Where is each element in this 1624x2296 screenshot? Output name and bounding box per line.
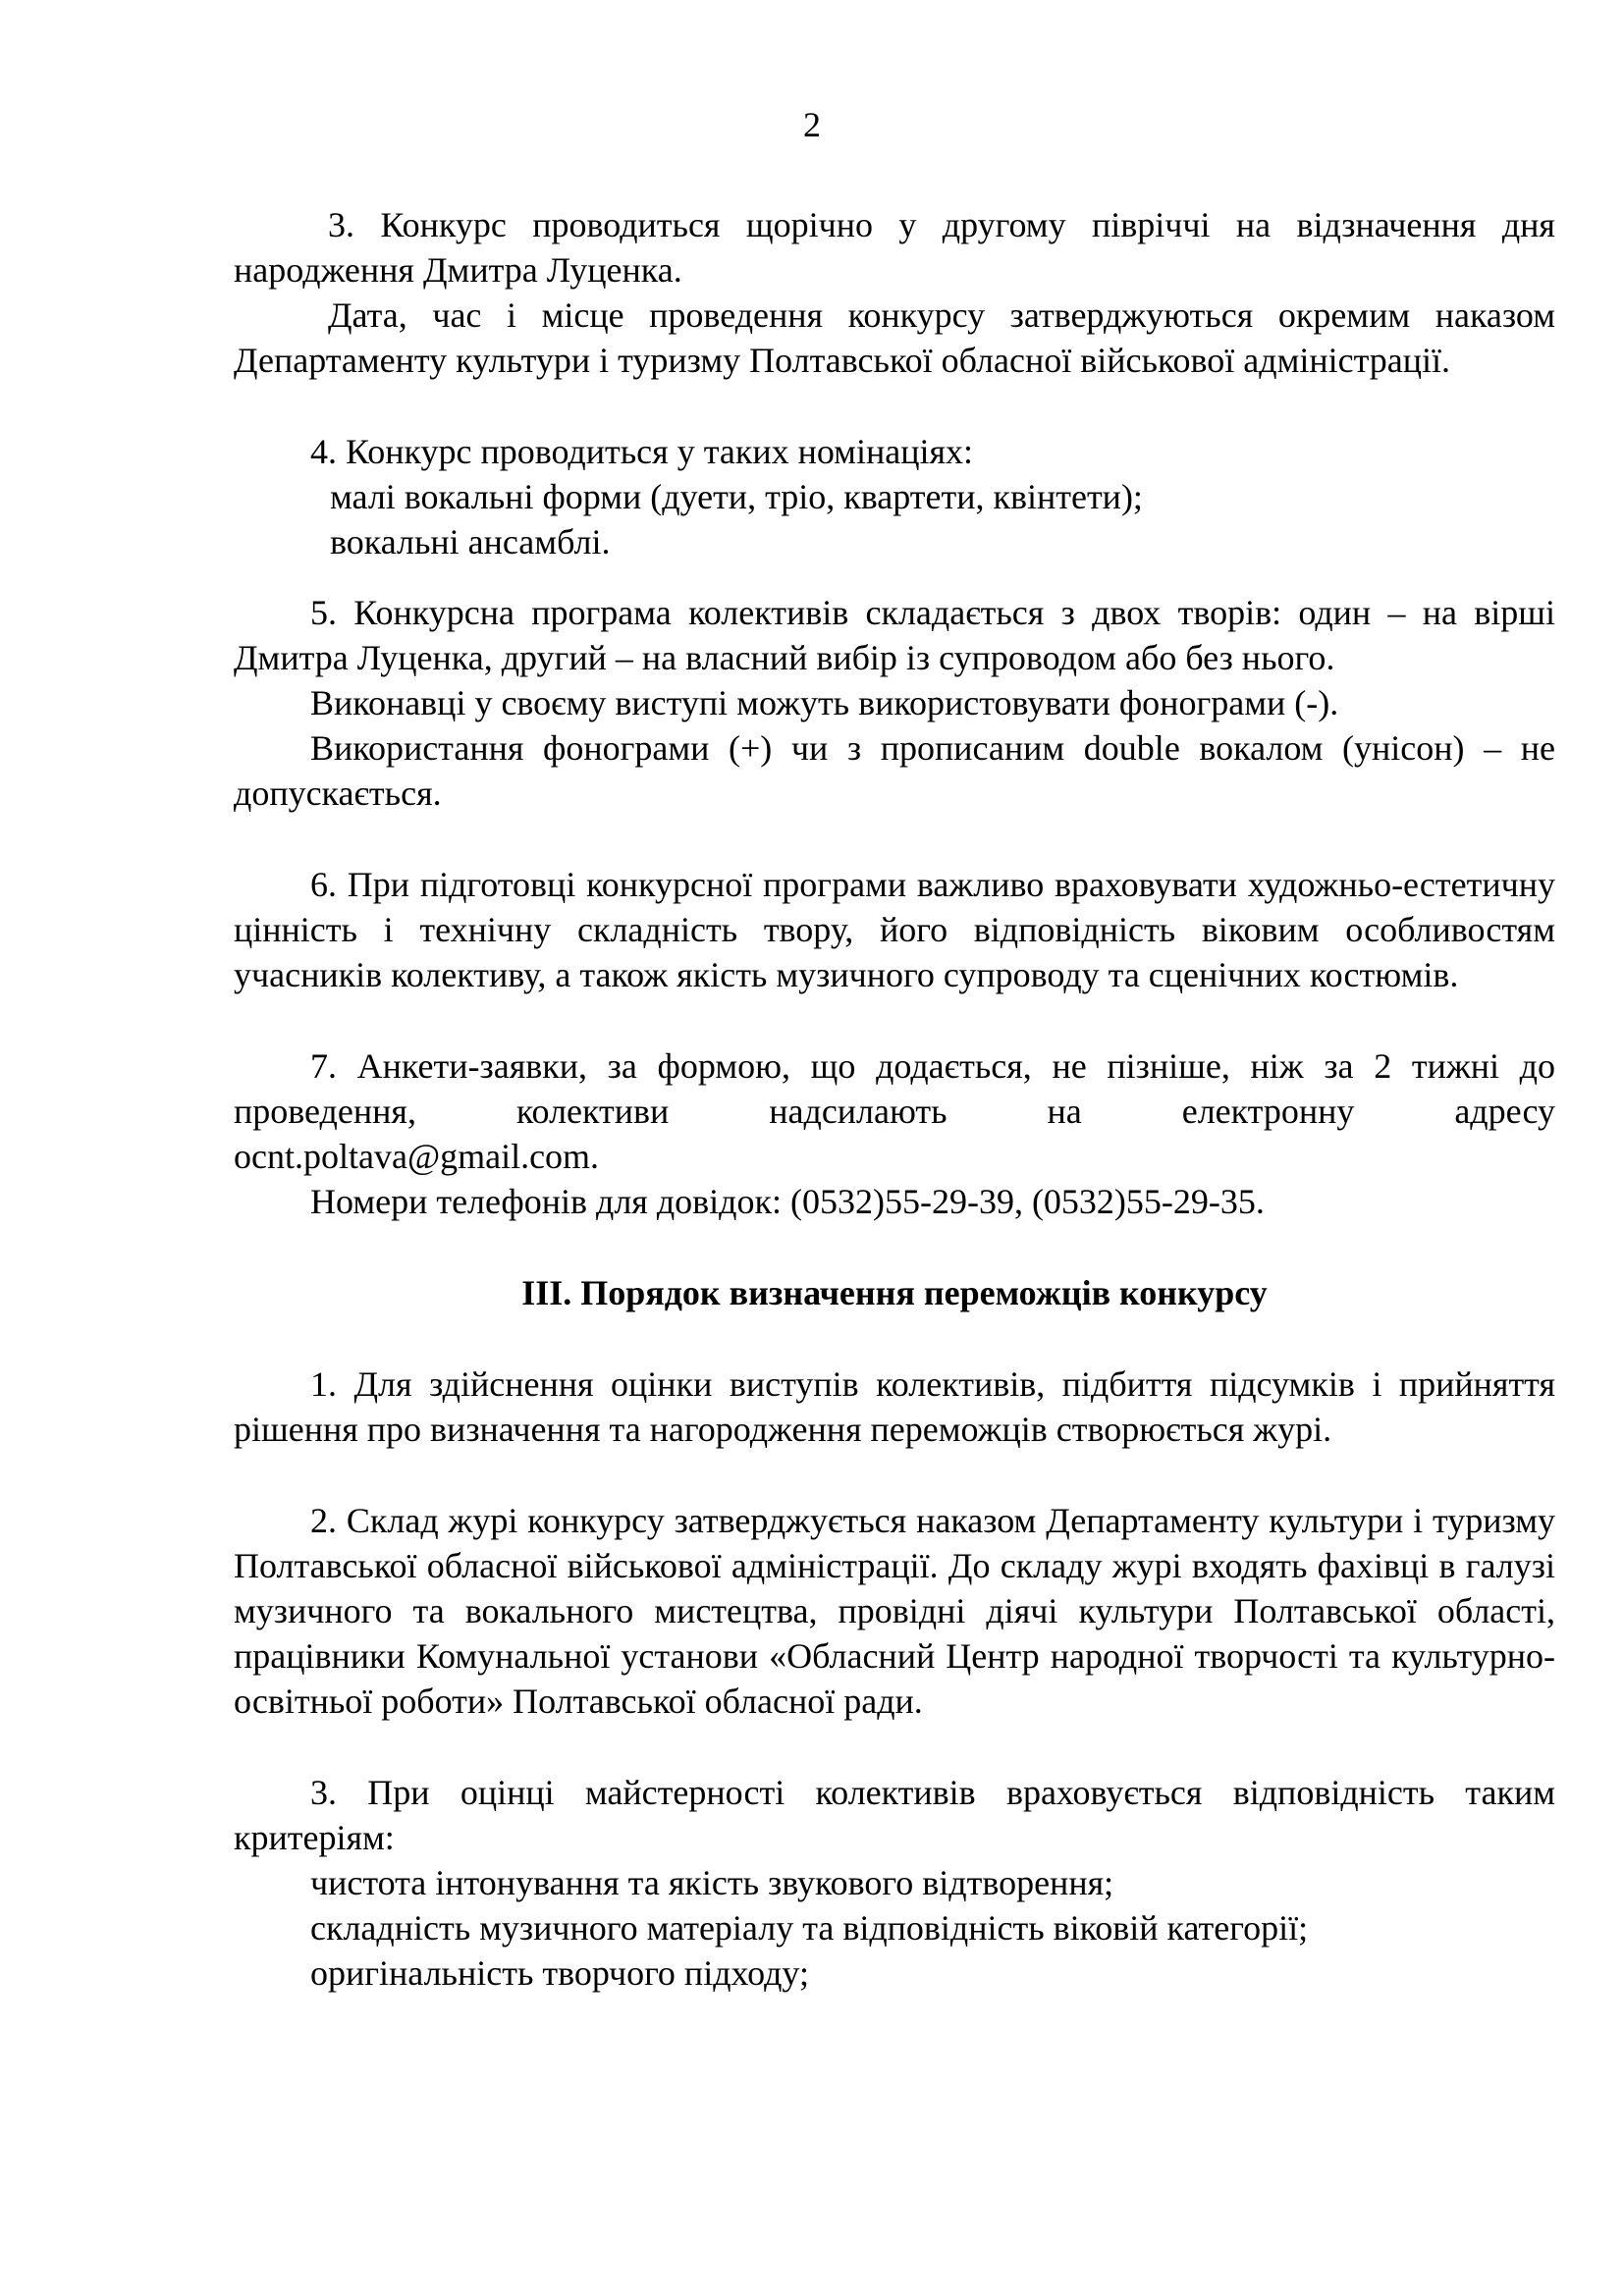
section-heading: ІІІ. Порядок визначення переможців конкурсу <box>521 1273 1268 1312</box>
paragraph-5-restriction: Використання фонограми (+) чи з прописаним double вокалом (унісон) – не допускається. <box>234 728 1555 813</box>
criteria-item: складність музичного матеріалу та відповідність віковій категорії; <box>310 1908 1309 1948</box>
paragraph-5-phonogram: Виконавці у своєму виступі можуть використовувати фонограми (-). <box>310 683 1339 722</box>
contact-email: ocnt.poltava@gmail.com. <box>234 1137 600 1176</box>
paragraph-3-date: Дата, час і місце проведення конкурсу затверджуються окремим наказом Департаменту культури і туризму Полтавської обласної військової адміністрації. <box>234 295 1555 380</box>
section3-paragraph-1: 1. Для здійснення оцінки виступів колективів, підбиття підсумків і прийняття рішення про визначення та нагородження переможців створюється журі. <box>234 1364 1555 1449</box>
paragraph-7: 7. Анкети-заявки, за формою, що додається, не пізніше, ніж за 2 тижні до проведення, колективи надсилають на електронну адресу <box>234 1046 1555 1131</box>
nomination-item: вокальні ансамблі. <box>330 522 611 561</box>
paragraph-6: 6. При підготовці конкурсної програми важливо враховувати художньо-естетичну цінність і технічну складність твору, його відповідність віковим особливостям учасників колективу, а також якість музичного супроводу та сценічних костюмів. <box>234 865 1555 994</box>
criteria-item: оригінальність творчого підходу; <box>310 1953 809 1993</box>
document-body <box>234 202 1555 1996</box>
section3-paragraph-3: 3. При оцінці майстерності колективів враховується відповідність таким критеріям: <box>234 1773 1555 1857</box>
section3-paragraph-2: 2. Склад журі конкурсу затверджується наказом Департаменту культури і туризму Полтавської обласної військової адміністрації. До складу журі входять фахівці в галузі музичного та вокального мистецтва, провідні діячі культури Полтавської області, працівники Комунальної установи «Обласний Центр народної творчості та культурно-освітньої роботи» Полтавської обласної ради. <box>234 1501 1555 1721</box>
paragraph-4: 4. Конкурс проводиться у таких номінаціях: <box>310 432 974 471</box>
page-number: 2 <box>803 105 821 144</box>
criteria-item: чистота інтонування та якість звукового відтворення; <box>310 1863 1114 1902</box>
nomination-item: малі вокальні форми (дуети, тріо, квартети, квінтети); <box>330 477 1143 516</box>
paragraph-5: 5. Конкурсна програма колективів складається з двох творів: один – на вірші Дмитра Луценка, другий – на власний вибір із супроводом або без нього. <box>234 593 1555 677</box>
contact-phones: Номери телефонів для довідок: (0532)55-29-39, (0532)55-29-35. <box>310 1182 1265 1221</box>
paragraph-3: 3. Конкурс проводиться щорічно у другому півріччі на відзначення дня народження Дмитра Луценка. <box>234 205 1555 290</box>
